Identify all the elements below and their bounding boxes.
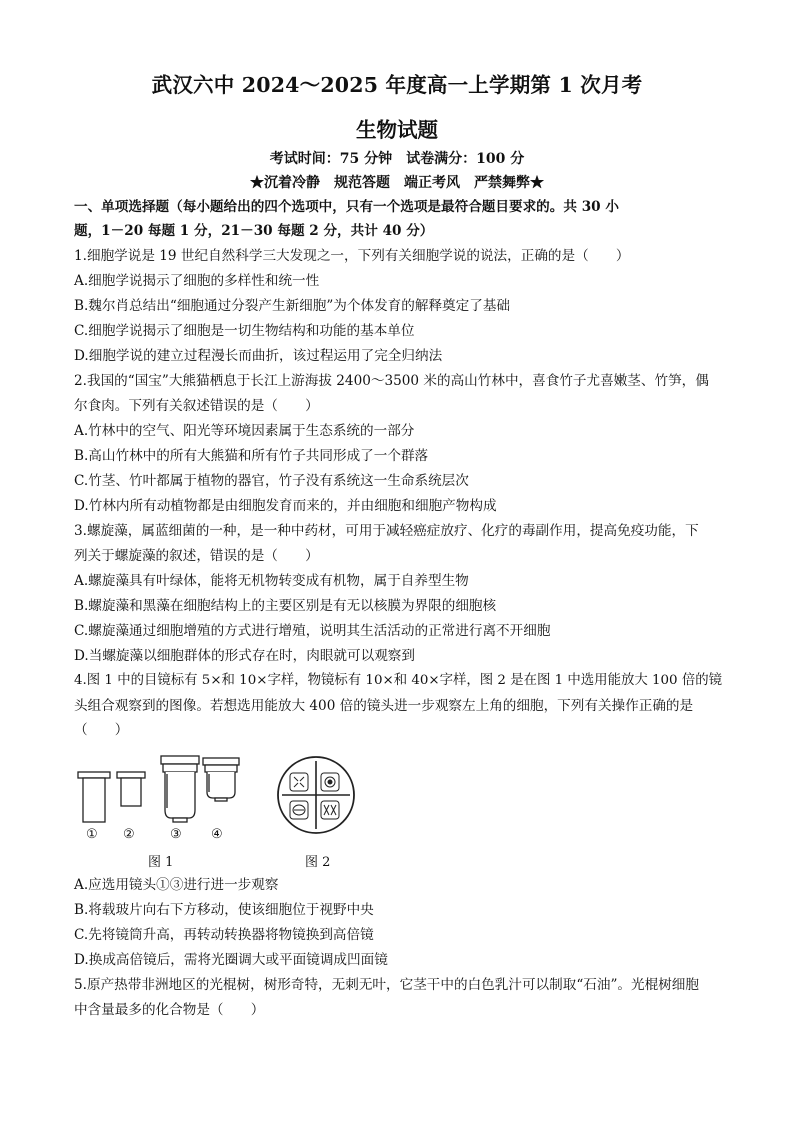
q4-option-d: D.换成高倍镜后，需将光圈调大或平面镜调成凹面镜 xyxy=(74,952,388,968)
q2-option-d: D.竹林内所有动植物都是由细胞发育而来的，并由细胞和细胞产物构成 xyxy=(74,498,497,514)
q4-stem-line3: （ ） xyxy=(74,722,129,738)
lens-label-3: ③ xyxy=(170,827,182,842)
q3-option-b: B.螺旋藻和黑藻在细胞结构上的主要区别是有无以核膜为界限的细胞核 xyxy=(74,598,497,614)
q3-option-d: D.当螺旋藻以细胞群体的形式存在时，肉眼就可以观察到 xyxy=(74,648,415,664)
q2-stem-line2: 尔食肉。下列有关叙述错误的是（ ） xyxy=(74,398,319,414)
figure2-caption: 图 2 xyxy=(305,855,331,870)
q3-stem-line1: 3.螺旋藻，属蓝细菌的一种，是一种中药材，可用于减轻癌症放疗、化疗的毒副作用，提高免疫功能，下 xyxy=(74,523,699,539)
q2-option-c: C.竹茎、竹叶都属于植物的器官，竹子没有系统这一生命系统层次 xyxy=(74,473,469,489)
q5-stem-line2: 中含量最多的化合物是（ ） xyxy=(74,1002,265,1018)
lens-3-icon xyxy=(161,756,199,822)
figure1-lenses xyxy=(70,748,260,828)
q4-stem-line2: 头组合观察到的图像。若想选用能放大 400 倍的镜头进一步观察左上角的细胞，下列有关操作正确的是 xyxy=(74,698,694,714)
lens-4-icon xyxy=(203,758,239,801)
exam-motto: ★沉着冷静 规范答题 端正考风 严禁舞弊★ xyxy=(250,175,544,191)
lens-label-2: ② xyxy=(123,827,135,842)
lens-1-icon xyxy=(78,772,110,822)
q1-stem: 1.细胞学说是 19 世纪自然科学三大发现之一，下列有关细胞学说的说法，正确的是（ ） xyxy=(74,248,630,264)
exam-info: 考试时间：75 分钟 试卷满分：100 分 xyxy=(269,151,525,167)
q3-option-a: A.螺旋藻具有叶绿体，能将无机物转变成有机物，属于自养型生物 xyxy=(74,573,469,589)
subject-title: 生物试题 xyxy=(356,118,438,142)
lens-label-1: ① xyxy=(86,827,98,842)
q1-option-c: C.细胞学说揭示了细胞是一切生物结构和功能的基本单位 xyxy=(74,323,415,339)
q2-stem-line1: 2.我国的“国宝”大熊猫栖息于长江上游海拔 2400～3500 米的高山竹林中，喜食竹子尤喜嫩茎、竹笋，偶 xyxy=(74,373,709,389)
q5-stem-line1: 5.原产热带非洲地区的光棍树，树形奇特，无刺无叶，它茎干中的白色乳汁可以制取“石油”。光棍树细胞 xyxy=(74,977,699,993)
lens-label-4: ④ xyxy=(211,827,223,842)
figure2-field-of-view xyxy=(276,755,356,835)
section-heading-line1: 一、单项选择题（每小题给出的四个选项中，只有一个选项是最符合题目要求的。共 30 小 xyxy=(74,199,619,215)
section-heading-line2: 题，1－20 每题 1 分，21－30 每题 2 分，共计 40 分） xyxy=(74,223,434,239)
q4-option-b: B.将载玻片向右下方移动，使该细胞位于视野中央 xyxy=(74,902,374,918)
q3-stem-line2: 列关于螺旋藻的叙述，错误的是（ ） xyxy=(74,548,319,564)
q2-option-b: B.高山竹林中的所有大熊猫和所有竹子共同形成了一个群落 xyxy=(74,448,429,464)
q1-option-d: D.细胞学说的建立过程漫长而曲折，该过程运用了完全归纳法 xyxy=(74,348,443,364)
q1-option-b: B.魏尔肖总结出“细胞通过分裂产生新细胞”为个体发育的解释奠定了基础 xyxy=(74,298,511,314)
q4-option-c: C.先将镜筒升高，再转动转换器将物镜换到高倍镜 xyxy=(74,927,374,943)
q4-stem-line1: 4.图 1 中的目镜标有 5×和 10×字样，物镜标有 10×和 40×字样，图 2 是在图 1 中选用能放大 100 倍的镜 xyxy=(74,673,722,688)
exam-title: 武汉六中 2024～2025 年度高一上学期第 1 次月考 xyxy=(151,73,643,97)
q3-option-c: C.螺旋藻通过细胞增殖的方式进行增殖，说明其生活活动的正常进行离不开细胞 xyxy=(74,623,551,639)
q1-option-a: A.细胞学说揭示了细胞的多样性和统一性 xyxy=(74,273,320,289)
figure1-caption: 图 1 xyxy=(148,855,174,870)
q2-option-a: A.竹林中的空气、阳光等环境因素属于生态系统的一部分 xyxy=(74,423,415,439)
lens-2-icon xyxy=(117,772,145,806)
q4-option-a: A.应选用镜头①③进行进一步观察 xyxy=(74,877,279,893)
